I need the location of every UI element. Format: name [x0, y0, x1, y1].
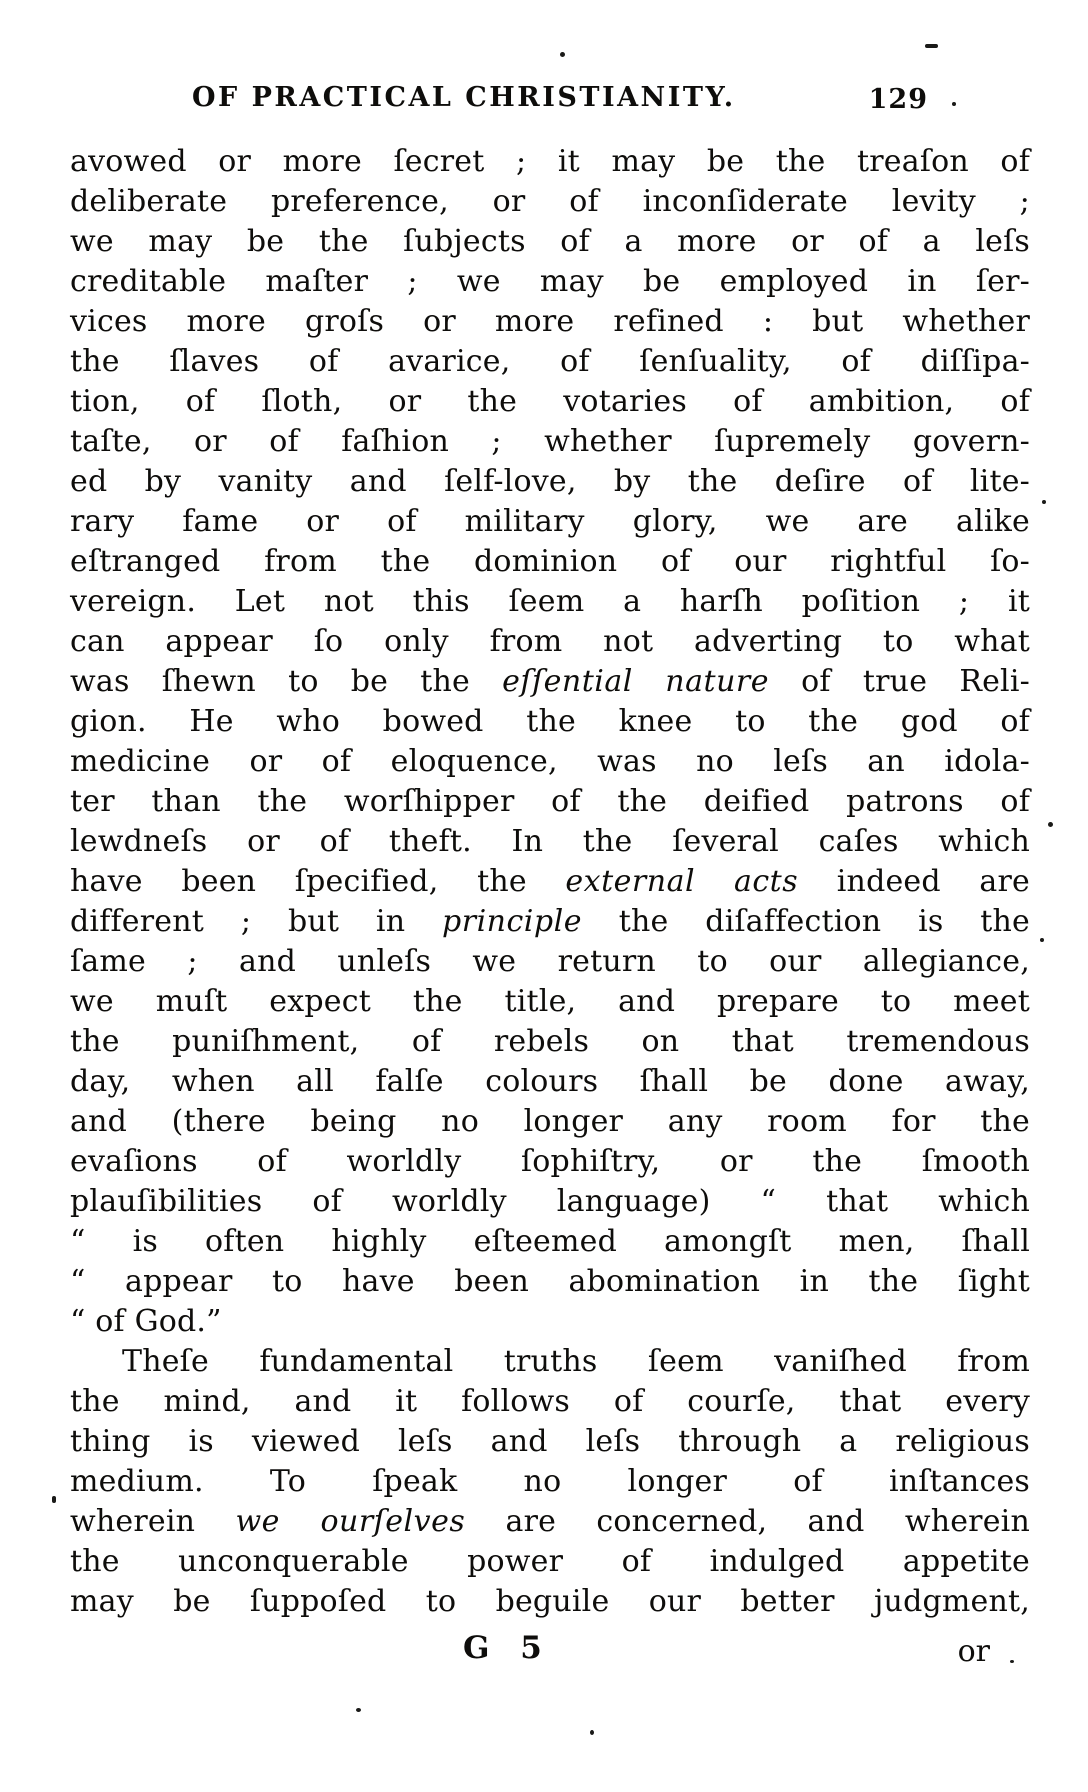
- page-title: OF PRACTICAL CHRISTIANITY.: [192, 82, 736, 113]
- text-line: the puniſhment, of rebels on that tremendous: [70, 1024, 1030, 1059]
- text-line: rary fame or of military glory, we are alike: [70, 504, 1030, 539]
- scan-speck: [925, 44, 938, 48]
- text-line: vereign. Let not this ſeem a harſh poſition ; it: [70, 584, 1030, 619]
- text-line: have been ſpecified, the external acts indeed are: [70, 864, 1030, 899]
- text-line: ed by vanity and ſelf-love, by the deſire of lite-: [70, 464, 1030, 499]
- scan-speck: [1042, 500, 1046, 504]
- text-line: “ of God.”: [70, 1304, 222, 1339]
- text-line: different ; but in principle the diſaffection is the: [70, 904, 1031, 939]
- text-line: can appear ſo only from not adverting to what: [70, 624, 1030, 659]
- italic-phrase: external acts: [565, 864, 799, 899]
- scan-speck: [590, 1730, 594, 1735]
- text-line: may be ſuppoſed to beguile our better judgment,: [70, 1584, 1030, 1619]
- italic-phrase: principle: [442, 904, 582, 939]
- text-line: Theſe fundamental truths ſeem vaniſhed from: [122, 1344, 1030, 1379]
- text-line: the mind, and it follows of courſe, that every: [70, 1384, 1030, 1419]
- text-line: was ſhewn to be the eſſential nature of true Reli-: [70, 664, 1030, 699]
- scan-speck: [1048, 822, 1053, 827]
- catchword: or: [957, 1634, 990, 1669]
- italic-phrase: eſſential nature: [502, 664, 769, 699]
- text-line: “ is often highly eſteemed amongſt men, ſhall: [70, 1224, 1030, 1259]
- text-line: creditable maſter ; we may be employed in ſer-: [70, 264, 1030, 299]
- scan-speck: [952, 102, 956, 106]
- scan-speck: [1040, 938, 1044, 942]
- text-line: ter than the worſhipper of the deified patrons of: [70, 784, 1030, 819]
- text-line: medicine or of eloquence, was no leſs an idola-: [70, 744, 1030, 779]
- scan-speck: [356, 1708, 361, 1712]
- text-line: we may be the ſubjects of a more or of a leſs: [70, 224, 1030, 259]
- scan-speck: [1010, 1660, 1014, 1663]
- text-line: day, when all falſe colours ſhall be done away,: [70, 1064, 1030, 1099]
- text-line: deliberate preference, or of inconſiderate levity ;: [70, 184, 1030, 219]
- page-number: 129: [868, 84, 928, 115]
- text-line: ſame ; and unleſs we return to our allegiance,: [70, 944, 1030, 979]
- text-line: thing is viewed leſs and leſs through a religious: [70, 1424, 1030, 1459]
- text-line: gion. He who bowed the knee to the god of: [70, 704, 1030, 739]
- text-line: the unconquerable power of indulged appetite: [70, 1544, 1030, 1579]
- scan-speck: [560, 52, 565, 57]
- scan-speck: [52, 1496, 56, 1503]
- text-line: plauſibilities of worldly language) “ that which: [70, 1184, 1030, 1219]
- text-line: the ſlaves of avarice, of ſenſuality, of diſſipa-: [70, 344, 1030, 379]
- text-line: avowed or more ſecret ; it may be the treaſon of: [70, 144, 1030, 179]
- text-line: wherein we ourſelves are concerned, and wherein: [70, 1504, 1030, 1539]
- signature-mark: G 5: [463, 1630, 552, 1666]
- text-line: we muſt expect the title, and prepare to meet: [70, 984, 1030, 1019]
- text-line: evaſions of worldly ſophiſtry, or the ſmooth: [70, 1144, 1030, 1179]
- text-line: “ appear to have been abomination in the ſight: [70, 1264, 1030, 1299]
- text-line: and (there being no longer any room for the: [70, 1104, 1030, 1139]
- running-header: [70, 82, 1030, 122]
- text-line: eſtranged from the dominion of our rightful ſo-: [70, 544, 1030, 579]
- text-line: tion, of ſloth, or the votaries of ambition, of: [70, 384, 1030, 419]
- body-text: [70, 142, 1030, 1622]
- text-line: taſte, or of faſhion ; whether ſupremely govern-: [70, 424, 1030, 459]
- text-line: vices more groſs or more refined : but whether: [70, 304, 1030, 339]
- italic-phrase: we ourſelves: [235, 1504, 466, 1539]
- text-line: medium. To ſpeak no longer of inſtances: [70, 1464, 1030, 1499]
- text-line: lewdneſs or of theft. In the ſeveral caſes which: [70, 824, 1030, 859]
